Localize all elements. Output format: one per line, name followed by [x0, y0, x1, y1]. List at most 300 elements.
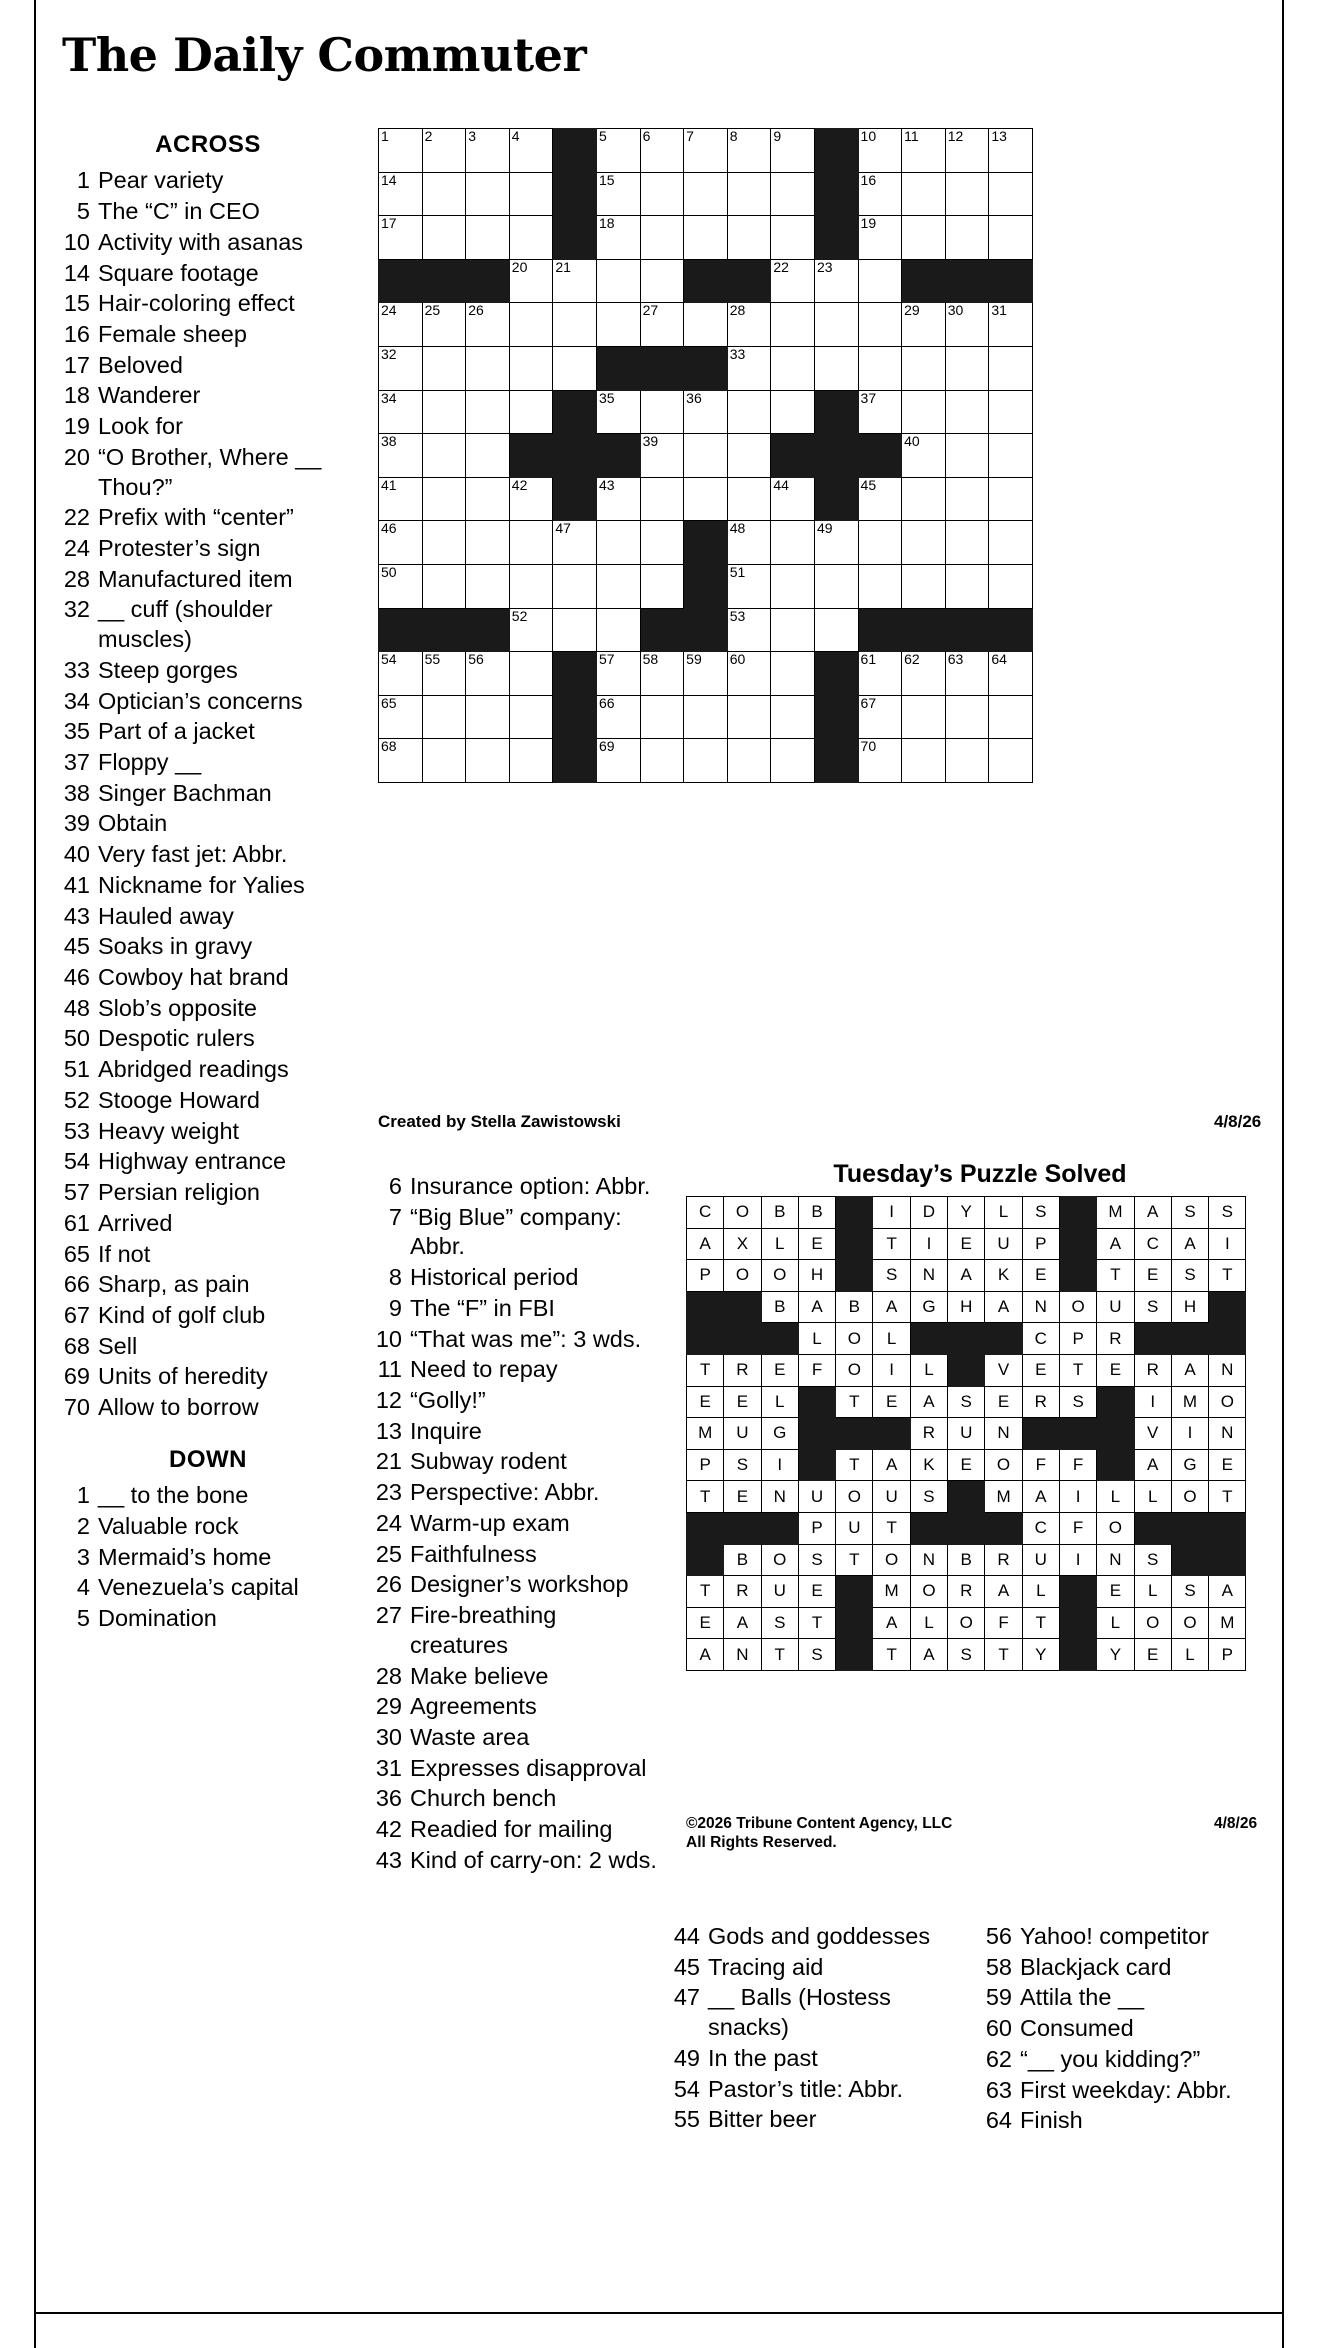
grid-cell-block [684, 564, 728, 608]
clue-text: Heavy weight [98, 1117, 240, 1144]
grid-cell[interactable] [858, 652, 902, 696]
grid-cell[interactable] [379, 216, 423, 260]
grid-cell-block [379, 608, 423, 652]
grid-cell[interactable] [902, 434, 946, 478]
grid-cell[interactable] [466, 477, 510, 521]
grid-cell[interactable] [379, 346, 423, 390]
grid-cell[interactable] [858, 129, 902, 173]
grid-cell[interactable] [379, 477, 423, 521]
grid-cell[interactable] [553, 303, 597, 347]
grid-cell[interactable] [553, 608, 597, 652]
solution-cell-block [761, 1323, 798, 1355]
grid-cell[interactable] [989, 346, 1033, 390]
clue-item [58, 595, 358, 654]
grid-cell[interactable] [858, 477, 902, 521]
grid-cell[interactable] [640, 303, 684, 347]
grid-cell[interactable] [509, 695, 553, 739]
grid-cell[interactable] [771, 652, 815, 696]
grid-cell[interactable] [945, 564, 989, 608]
clue-number: 58 [985, 1953, 1012, 1980]
grid-cell[interactable] [640, 172, 684, 216]
solution-cell-block [836, 1607, 873, 1639]
grid-cell[interactable] [945, 129, 989, 173]
grid-cell[interactable] [945, 434, 989, 478]
solution-cell: R [985, 1544, 1022, 1576]
solution-cell-block [1059, 1576, 1096, 1608]
crossword-grid[interactable] [378, 128, 1033, 783]
grid-cell[interactable] [509, 216, 553, 260]
grid-cell[interactable] [379, 521, 423, 565]
grid-cell[interactable] [945, 477, 989, 521]
down-clue-list-part3 [668, 1922, 948, 2135]
grid-cell[interactable] [684, 652, 728, 696]
grid-cell[interactable] [379, 652, 423, 696]
clue-text: Subway rodent [410, 1448, 567, 1475]
clue-item [58, 932, 358, 962]
clue-item [668, 2075, 948, 2105]
grid-cell[interactable] [858, 303, 902, 347]
grid-cell[interactable] [422, 477, 466, 521]
grid-cell[interactable] [422, 390, 466, 434]
grid-cell[interactable] [596, 477, 640, 521]
grid-cell[interactable] [814, 346, 858, 390]
grid-cell[interactable] [422, 129, 466, 173]
solution-row [687, 1197, 1246, 1229]
grid-cell[interactable] [727, 652, 771, 696]
grid-cell[interactable] [727, 695, 771, 739]
grid-cell[interactable] [945, 695, 989, 739]
solved-crossword-grid [686, 1196, 1246, 1671]
clue-number: 10 [375, 1325, 402, 1352]
grid-cell[interactable] [989, 739, 1033, 783]
grid-cell[interactable] [466, 303, 510, 347]
grid-cell[interactable] [902, 477, 946, 521]
solution-cell: A [985, 1576, 1022, 1608]
grid-cell-number: 44 [773, 476, 789, 493]
clue-number: 1 [76, 1482, 90, 1509]
solution-cell-block [985, 1323, 1022, 1355]
grid-cell[interactable] [466, 564, 510, 608]
solution-cell: C [1022, 1323, 1059, 1355]
grid-cell[interactable] [640, 434, 684, 478]
grid-cell[interactable] [858, 216, 902, 260]
clue-text: Agreements [410, 1693, 537, 1720]
clue-number: 17 [63, 351, 90, 378]
grid-cell[interactable] [379, 564, 423, 608]
solution-cell: T [1097, 1260, 1134, 1292]
grid-cell[interactable] [945, 739, 989, 783]
grid-cell[interactable] [553, 346, 597, 390]
grid-cell[interactable] [858, 564, 902, 608]
clue-number: 40 [63, 841, 90, 868]
grid-cell[interactable] [771, 695, 815, 739]
solution-cell: P [687, 1260, 724, 1292]
clue-number: 13 [375, 1417, 402, 1444]
grid-cell[interactable] [945, 390, 989, 434]
grid-cell[interactable] [422, 564, 466, 608]
grid-cell[interactable] [640, 521, 684, 565]
grid-cell[interactable] [596, 303, 640, 347]
grid-cell[interactable] [902, 346, 946, 390]
grid-cell[interactable] [509, 652, 553, 696]
grid-cell-block [814, 216, 858, 260]
solution-cell: T [873, 1228, 910, 1260]
grid-cell[interactable] [422, 652, 466, 696]
grid-cell[interactable] [902, 303, 946, 347]
grid-cell[interactable] [902, 129, 946, 173]
grid-cell-block [379, 259, 423, 303]
grid-cell[interactable] [553, 259, 597, 303]
grid-cell[interactable] [771, 346, 815, 390]
clue-item [58, 1481, 358, 1511]
clue-text: First weekday: Abbr. [1020, 2076, 1232, 2103]
clue-item [58, 534, 358, 564]
grid-cell[interactable] [509, 129, 553, 173]
grid-cell[interactable] [379, 695, 423, 739]
grid-cell[interactable] [902, 172, 946, 216]
grid-cell[interactable] [989, 434, 1033, 478]
solution-cell: T [873, 1639, 910, 1671]
grid-cell[interactable] [727, 303, 771, 347]
solution-cell: O [873, 1544, 910, 1576]
grid-cell[interactable] [640, 652, 684, 696]
grid-cell[interactable] [466, 434, 510, 478]
solution-cell: E [1134, 1639, 1171, 1671]
clue-text: In the past [708, 2044, 818, 2071]
solution-cell: M [873, 1576, 910, 1608]
grid-cell[interactable] [945, 216, 989, 260]
grid-cell[interactable] [902, 739, 946, 783]
grid-cell[interactable] [640, 477, 684, 521]
grid-cell-block [422, 259, 466, 303]
grid-cell[interactable] [771, 259, 815, 303]
grid-cell[interactable] [771, 564, 815, 608]
clue-item [58, 443, 358, 502]
clue-item [58, 197, 358, 227]
grid-cell[interactable] [814, 608, 858, 652]
grid-cell[interactable] [684, 739, 728, 783]
clue-number: 34 [63, 687, 90, 714]
solution-cell: R [1022, 1386, 1059, 1418]
clue-number: 31 [375, 1754, 402, 1781]
grid-cell-number: 50 [381, 563, 397, 580]
solution-cell: L [1134, 1481, 1171, 1513]
grid-cell[interactable] [422, 434, 466, 478]
grid-cell[interactable] [422, 216, 466, 260]
grid-cell[interactable] [422, 346, 466, 390]
clue-text: Persian religion [98, 1179, 260, 1206]
solution-cell: H [948, 1291, 985, 1323]
grid-cell[interactable] [509, 259, 553, 303]
grid-cell[interactable] [727, 608, 771, 652]
grid-cell[interactable] [684, 172, 728, 216]
clue-number: 23 [375, 1479, 402, 1506]
grid-cell-number: 30 [947, 302, 964, 319]
grid-cell[interactable] [422, 172, 466, 216]
grid-cell-number: 61 [860, 651, 877, 668]
grid-cell[interactable] [509, 564, 553, 608]
grid-cell[interactable] [858, 390, 902, 434]
grid-cell[interactable] [379, 739, 423, 783]
grid-cell[interactable] [989, 477, 1033, 521]
solution-cell: I [1171, 1418, 1208, 1450]
grid-cell[interactable] [466, 521, 510, 565]
solution-cell: S [1059, 1386, 1096, 1418]
grid-cell[interactable] [945, 346, 989, 390]
grid-cell[interactable] [989, 129, 1033, 173]
grid-cell[interactable] [858, 695, 902, 739]
grid-cell[interactable] [858, 739, 902, 783]
grid-cell[interactable] [684, 129, 728, 173]
grid-cell[interactable] [509, 172, 553, 216]
clue-item [980, 2076, 1260, 2106]
down-clues-column-2 [370, 1172, 660, 1877]
grid-cell-number: 38 [381, 433, 397, 450]
grid-cell[interactable] [640, 259, 684, 303]
solution-cell: S [1171, 1197, 1208, 1229]
grid-cell[interactable] [466, 172, 510, 216]
grid-cell[interactable] [989, 695, 1033, 739]
grid-cell[interactable] [466, 652, 510, 696]
grid-cell[interactable] [640, 564, 684, 608]
clue-number: 42 [375, 1816, 402, 1843]
clue-number: 68 [63, 1332, 90, 1359]
grid-cell[interactable] [466, 390, 510, 434]
grid-cell[interactable] [379, 303, 423, 347]
grid-cell[interactable] [814, 521, 858, 565]
grid-cell[interactable] [727, 129, 771, 173]
grid-cell[interactable] [379, 172, 423, 216]
solution-cell: S [1022, 1197, 1059, 1229]
solution-row [687, 1607, 1246, 1639]
across-clues-column [58, 130, 358, 1635]
grid-cell[interactable] [640, 216, 684, 260]
grid-cell-number: 33 [729, 345, 746, 362]
grid-cell[interactable] [684, 695, 728, 739]
clue-text: Fire-breathing creatures [410, 1602, 557, 1658]
clue-number: 57 [63, 1179, 90, 1206]
solution-cell: F [1059, 1512, 1096, 1544]
grid-cell[interactable] [640, 390, 684, 434]
grid-cell[interactable] [771, 477, 815, 521]
grid-cell[interactable] [771, 216, 815, 260]
grid-cell[interactable] [509, 477, 553, 521]
clue-number: 30 [375, 1723, 402, 1750]
grid-cell[interactable] [422, 303, 466, 347]
clue-number: 14 [63, 259, 90, 286]
grid-cell[interactable] [858, 259, 902, 303]
grid-cell[interactable] [466, 739, 510, 783]
clue-item [58, 1086, 358, 1116]
solution-cell: R [724, 1354, 761, 1386]
grid-cell[interactable] [858, 521, 902, 565]
grid-cell-number: 62 [904, 651, 920, 668]
grid-cell[interactable] [989, 390, 1033, 434]
clue-number: 37 [63, 749, 90, 776]
solution-row [687, 1228, 1246, 1260]
grid-cell[interactable] [684, 434, 728, 478]
solution-cell: O [1059, 1291, 1096, 1323]
grid-cell-block [989, 608, 1033, 652]
clue-item [58, 503, 358, 533]
grid-cell[interactable] [596, 390, 640, 434]
grid-cell[interactable] [379, 434, 423, 478]
grid-cell[interactable] [771, 608, 815, 652]
grid-cell[interactable] [596, 608, 640, 652]
grid-cell[interactable] [379, 129, 423, 173]
solution-cell-block [687, 1323, 724, 1355]
page-border-bottom [34, 2312, 1284, 2314]
grid-cell[interactable] [858, 172, 902, 216]
grid-cell[interactable] [596, 172, 640, 216]
grid-cell[interactable] [684, 390, 728, 434]
grid-cell[interactable] [553, 521, 597, 565]
grid-cell[interactable] [858, 346, 902, 390]
grid-cell[interactable] [902, 216, 946, 260]
grid-cell[interactable] [814, 564, 858, 608]
grid-cell[interactable] [945, 521, 989, 565]
grid-cell[interactable] [422, 521, 466, 565]
grid-cell[interactable] [422, 739, 466, 783]
grid-cell[interactable] [814, 303, 858, 347]
grid-cell[interactable] [727, 564, 771, 608]
grid-cell[interactable] [989, 216, 1033, 260]
grid-cell[interactable] [684, 303, 728, 347]
clue-item [370, 1784, 660, 1814]
clue-item [58, 289, 358, 319]
clue-text: Highway entrance [98, 1148, 287, 1175]
clue-number: 66 [63, 1271, 90, 1298]
clue-item [370, 1478, 660, 1508]
solution-cell: E [948, 1449, 985, 1481]
solution-cell: T [836, 1386, 873, 1418]
grid-cell[interactable] [596, 695, 640, 739]
grid-cell[interactable] [466, 129, 510, 173]
grid-cell[interactable] [945, 172, 989, 216]
clue-item [58, 871, 358, 901]
clue-item [58, 748, 358, 778]
grid-cell[interactable] [902, 390, 946, 434]
grid-cell[interactable] [509, 303, 553, 347]
grid-cell[interactable] [596, 259, 640, 303]
clue-item [370, 1846, 660, 1876]
grid-cell[interactable] [989, 172, 1033, 216]
grid-cell[interactable] [771, 303, 815, 347]
clue-text: “Big Blue” company: Abbr. [410, 1203, 622, 1260]
solution-cell-block [798, 1386, 835, 1418]
solution-cell: E [687, 1607, 724, 1639]
grid-cell[interactable] [509, 346, 553, 390]
grid-cell[interactable] [771, 172, 815, 216]
grid-cell[interactable] [727, 390, 771, 434]
grid-cell[interactable] [771, 390, 815, 434]
clue-text: Yahoo! competitor [1020, 1923, 1209, 1949]
clue-number: 65 [63, 1240, 90, 1267]
solution-cell-block [910, 1323, 947, 1355]
clue-number: 27 [375, 1602, 402, 1629]
solution-cell: B [798, 1197, 835, 1229]
grid-cell[interactable] [727, 346, 771, 390]
solution-cell: T [1209, 1260, 1246, 1292]
solution-cell: I [873, 1197, 910, 1229]
grid-cell[interactable] [509, 608, 553, 652]
grid-cell[interactable] [727, 434, 771, 478]
solution-cell: S [724, 1449, 761, 1481]
grid-cell[interactable] [466, 695, 510, 739]
grid-cell[interactable] [596, 652, 640, 696]
solution-cell: F [1059, 1449, 1096, 1481]
grid-cell[interactable] [596, 129, 640, 173]
grid-cell[interactable] [466, 216, 510, 260]
grid-cell[interactable] [727, 521, 771, 565]
grid-cell[interactable] [466, 346, 510, 390]
grid-cell[interactable] [640, 739, 684, 783]
grid-cell[interactable] [945, 652, 989, 696]
grid-cell[interactable] [553, 564, 597, 608]
grid-cell[interactable] [989, 521, 1033, 565]
grid-row [379, 739, 1033, 783]
grid-cell[interactable] [771, 739, 815, 783]
grid-cell[interactable] [379, 390, 423, 434]
clue-text: “__ you kidding?” [1020, 2045, 1201, 2072]
grid-cell[interactable] [771, 129, 815, 173]
grid-cell-block [596, 434, 640, 478]
grid-cell-number: 14 [381, 171, 397, 188]
grid-cell[interactable] [727, 477, 771, 521]
grid-cell[interactable] [727, 172, 771, 216]
grid-cell[interactable] [945, 303, 989, 347]
clue-item [980, 2014, 1260, 2044]
grid-cell-number: 15 [598, 171, 615, 188]
grid-cell[interactable] [902, 564, 946, 608]
grid-cell[interactable] [814, 259, 858, 303]
clue-item [58, 1301, 358, 1331]
clue-item [58, 259, 358, 289]
grid-cell[interactable] [684, 216, 728, 260]
grid-cell[interactable] [771, 521, 815, 565]
grid-cell[interactable] [640, 695, 684, 739]
grid-cell[interactable] [640, 129, 684, 173]
grid-cell[interactable] [596, 564, 640, 608]
grid-cell[interactable] [989, 303, 1033, 347]
grid-cell[interactable] [596, 739, 640, 783]
grid-cell[interactable] [596, 216, 640, 260]
solution-cell-block [836, 1260, 873, 1292]
grid-cell[interactable] [684, 477, 728, 521]
solution-cell: P [1209, 1639, 1246, 1671]
grid-cell[interactable] [727, 739, 771, 783]
grid-cell[interactable] [902, 695, 946, 739]
grid-cell[interactable] [509, 521, 553, 565]
solution-cell: U [836, 1512, 873, 1544]
grid-cell-block [902, 608, 946, 652]
solution-cell: A [1097, 1228, 1134, 1260]
grid-cell[interactable] [989, 564, 1033, 608]
clue-text: Gods and goddesses [708, 1923, 931, 1949]
grid-cell-number: 22 [773, 258, 789, 275]
grid-cell[interactable] [422, 695, 466, 739]
solution-cell-block [1171, 1512, 1208, 1544]
grid-cell[interactable] [509, 739, 553, 783]
grid-cell[interactable] [989, 652, 1033, 696]
grid-cell[interactable] [727, 216, 771, 260]
solution-cell: N [1022, 1291, 1059, 1323]
grid-cell[interactable] [596, 521, 640, 565]
grid-cell[interactable] [902, 521, 946, 565]
grid-cell[interactable] [902, 652, 946, 696]
grid-cell-number: 48 [729, 520, 746, 537]
grid-cell[interactable] [509, 390, 553, 434]
